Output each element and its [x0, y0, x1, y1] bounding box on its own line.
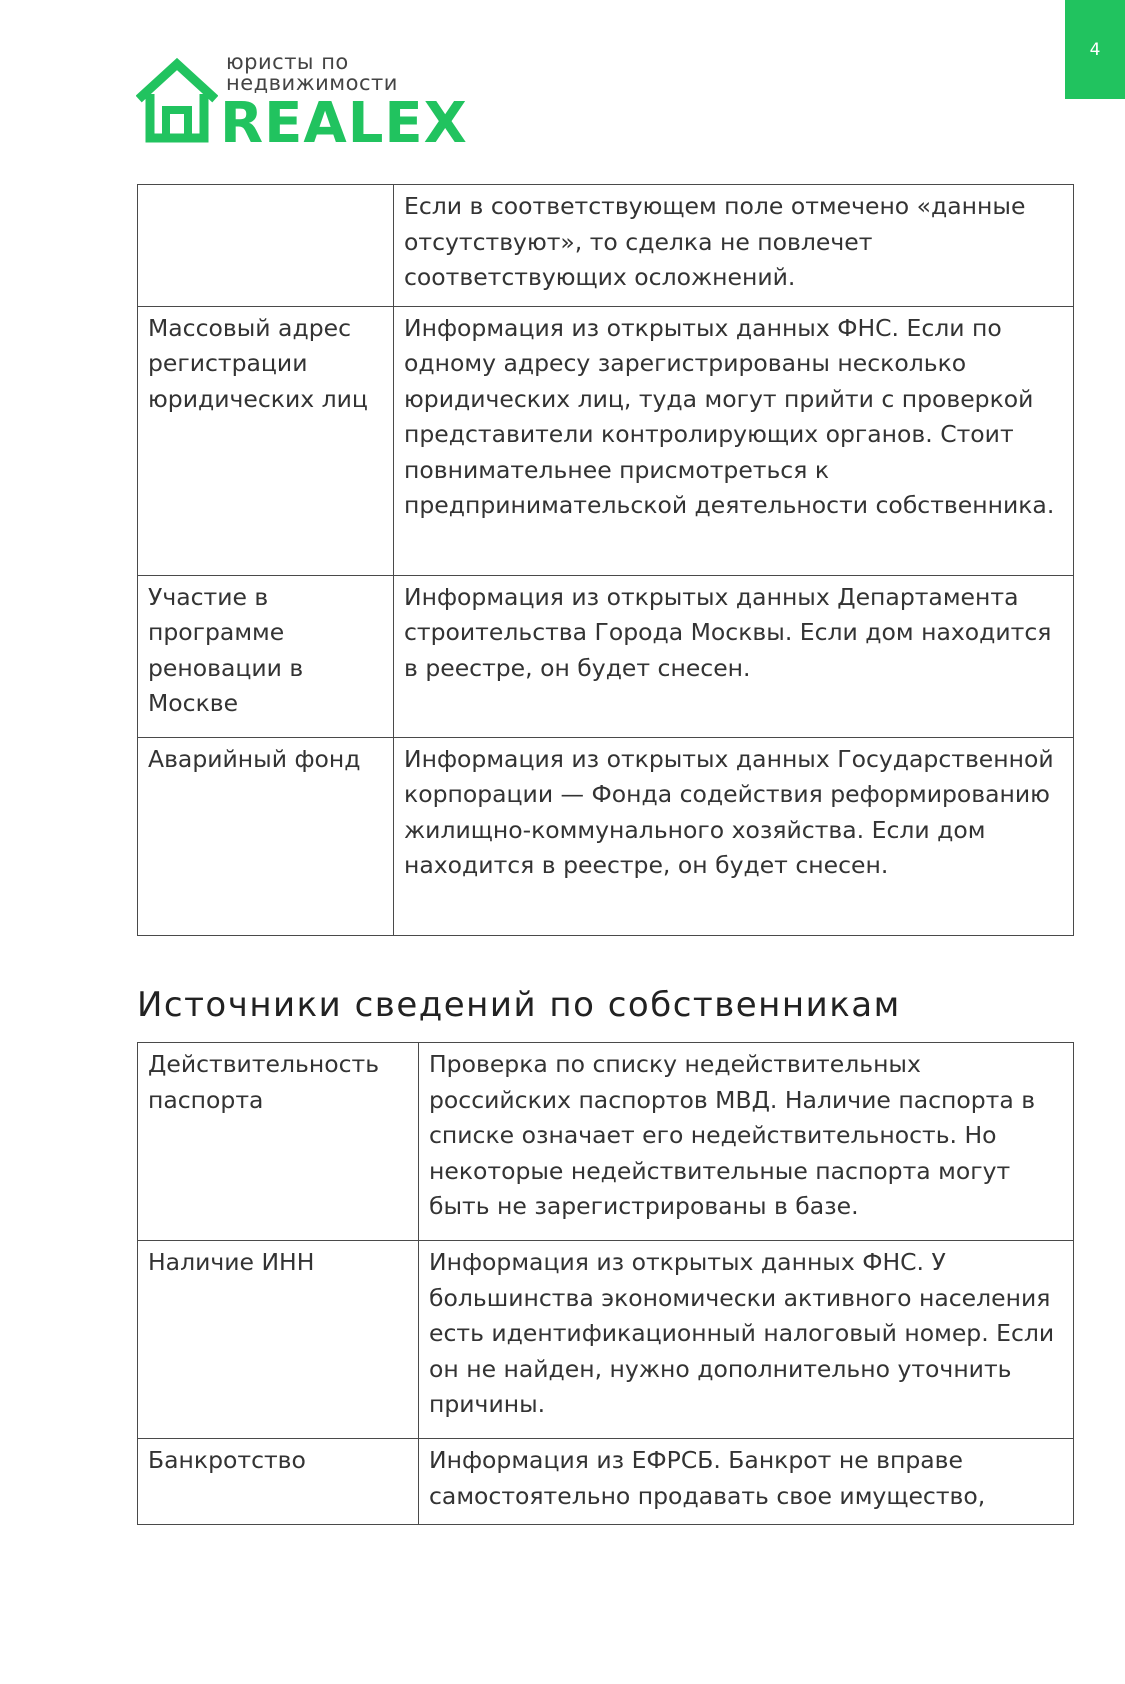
row-label: Массовый адрес регистрации юридических лиц	[138, 306, 394, 575]
logo-tagline-line1: юристы по	[226, 50, 349, 74]
owner-checks-table	[137, 1042, 1074, 1525]
row-label	[138, 185, 394, 307]
row-description: Проверка по списку недействительных российских паспортов МВД. Наличие паспорта в списке означает его недействительность. Но некоторые недействительные паспорта могут быть не зарегистрированы в базе.	[419, 1043, 1074, 1241]
table-row	[138, 1043, 1074, 1241]
row-label: Банкротство	[138, 1439, 419, 1525]
table-row	[138, 575, 1074, 737]
page-number-tab	[1065, 0, 1125, 99]
page-number: 4	[1089, 39, 1101, 60]
logo-tagline-line2: недвижимости	[226, 71, 398, 95]
row-description: Информация из открытых данных ФНС. Если по одному адресу зарегистрированы несколько юридических лиц, туда могут прийти с проверкой представители контролирующих органов. Стоит повнимательнее присмотреться к предпринимательской деятельности собственника.	[394, 306, 1074, 575]
table-row	[138, 1439, 1074, 1525]
row-description: Информация из открытых данных Департамента строительства Города Москвы. Если дом находится в реестре, он будет снесен.	[394, 575, 1074, 737]
property-checks-table	[137, 184, 1074, 936]
logo-wordmark: REALEX	[220, 91, 468, 156]
table-row	[138, 1241, 1074, 1439]
table-row	[138, 185, 1074, 307]
row-label: Аварийный фонд	[138, 737, 394, 935]
section-title: Источники сведений по собственникам	[137, 985, 901, 1025]
table-row	[138, 306, 1074, 575]
row-label: Участие в программе реновации в Москве	[138, 575, 394, 737]
row-description: Информация из открытых данных ФНС. У большинства экономически активного населения есть идентификационный налоговый номер. Если он не найден, нужно дополнительно уточнить причины.	[419, 1241, 1074, 1439]
row-label: Действительность паспорта	[138, 1043, 419, 1241]
house-logo-icon	[136, 56, 218, 144]
row-description: Информация из ЕФРСБ. Банкрот не вправе самостоятельно продавать свое имущество,	[419, 1439, 1074, 1525]
table-row	[138, 737, 1074, 935]
realex-logo	[136, 50, 468, 156]
row-label: Наличие ИНН	[138, 1241, 419, 1439]
row-description: Если в соответствующем поле отмечено «данные отсутствуют», то сделка не повлечет соответствующих осложнений.	[394, 185, 1074, 307]
logo-tagline	[226, 52, 398, 94]
row-description: Информация из открытых данных Государственной корпорации — Фонда содействия реформированию жилищно-коммунального хозяйства. Если дом находится в реестре, он будет снесен.	[394, 737, 1074, 935]
